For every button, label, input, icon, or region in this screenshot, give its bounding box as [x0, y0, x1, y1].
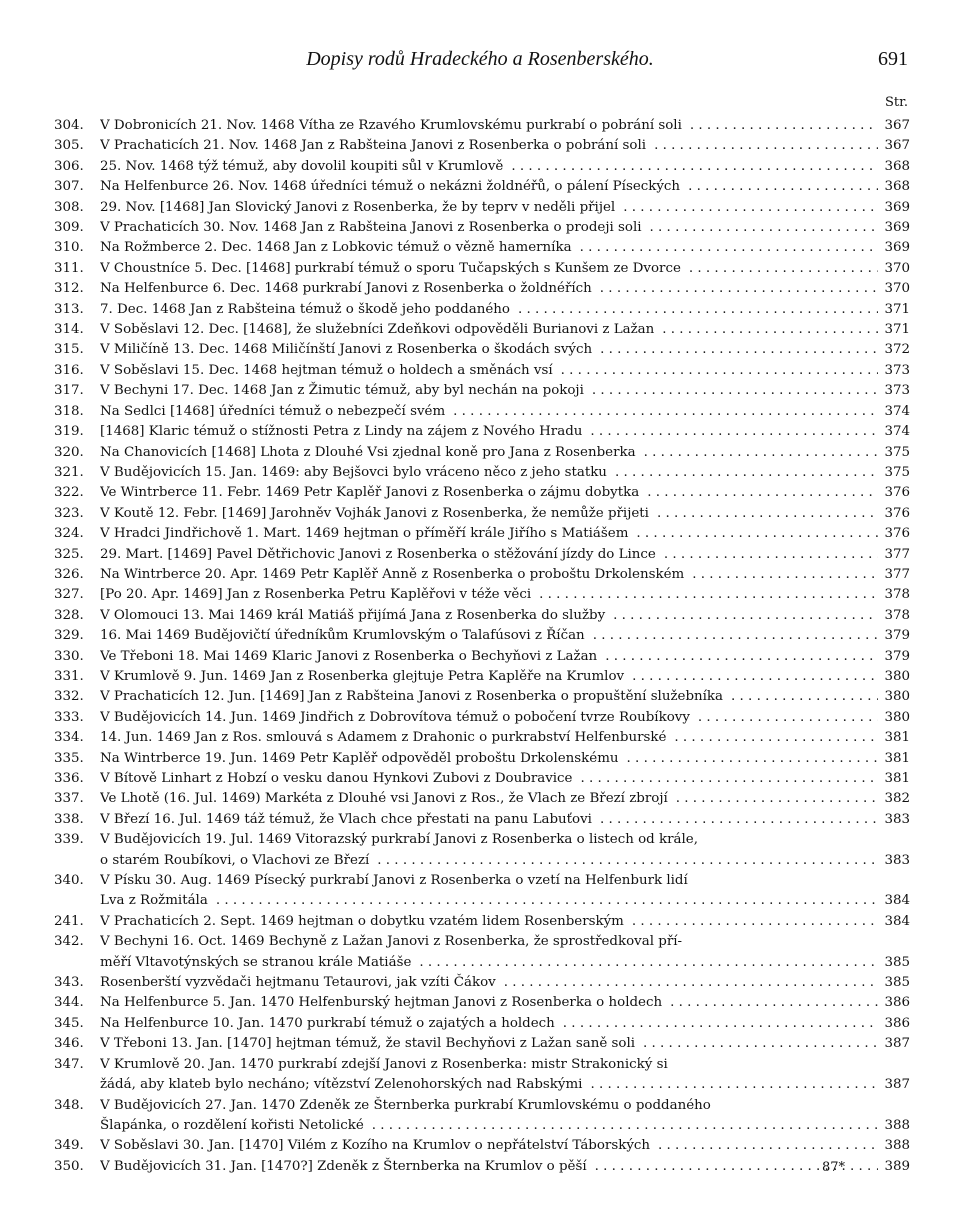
entry-number: 347. [54, 1056, 84, 1072]
entry-number: 316. [54, 362, 84, 378]
entry-text [100, 932, 878, 973]
entry-text: Na Helfenburce 26. Nov. 1468 úředníci témuž o nekázni žoldnéřů, o pálení Píseckých . . . [100, 177, 878, 197]
toc-entry [54, 871, 910, 912]
toc-entry [54, 912, 910, 932]
entry-number: 317. [54, 383, 84, 399]
entry-page: 374 [884, 424, 910, 440]
entry-text [100, 830, 878, 871]
entry-page: 385 [884, 975, 910, 991]
entry-page: 388 [884, 1117, 910, 1133]
entry-page: 380 [884, 709, 910, 725]
entry-line: V Budějovicích 19. Jul. 1469 Vitorazský purkrabí Janovi z Rosenberka o listech od krále, [100, 830, 878, 850]
entry-line: o starém Roubíkovi, o Vlachovi ze Březí . . . [100, 851, 878, 871]
entry-page: 371 [884, 322, 910, 338]
entry-page: 377 [884, 546, 910, 562]
entry-text: V Choustníce 5. Dec. [1468] purkrabí témuž o sporu Tučapských s Kunšem ze Dvorce . . . [100, 259, 878, 279]
entry-page: 387 [884, 1077, 910, 1093]
entry-page: 370 [884, 260, 910, 276]
toc-entry [54, 708, 910, 728]
entry-text: Rosenberští vyzvědači hejtmanu Tetaurovi, jak vzíti Čákov . . . [100, 973, 878, 993]
entry-number: 327. [54, 587, 84, 603]
entry-number: 335. [54, 750, 84, 766]
entry-page: 376 [884, 505, 910, 521]
entry-page: 367 [884, 118, 910, 133]
entry-number: 345. [54, 1015, 84, 1031]
entry-number: 313. [54, 301, 84, 317]
entry-text: [Po 20. Apr. 1469] Jan z Rosenberka Petru Kaplěřovi v téže věci . . . [100, 585, 878, 605]
toc-entry [54, 238, 910, 258]
entry-text: V Hradci Jindřichově 1. Mart. 1469 hejtman o příměří krále Jiřího s Matiášem . . . [100, 524, 878, 544]
entry-text: V Prachaticích 30. Nov. 1468 Jan z Rabšteina Janovi z Rosenberka o prodeji soli . . . [100, 218, 878, 238]
entry-text: Ve Třeboni 18. Mai 1469 Klaric Janovi z Rosenberka o Bechyňovi z Lažan . . . [100, 647, 878, 667]
entry-number: 311. [54, 260, 84, 276]
entry-number: 338. [54, 811, 84, 827]
toc-entry [54, 198, 910, 218]
entry-page: 379 [884, 628, 910, 644]
entry-text: 29. Mart. [1469] Pavel Dětřichovic Janovi z Rosenberka o stěžování jízdy do Lince . . . [100, 545, 878, 565]
toc-entry [54, 626, 910, 646]
entry-line: V Krumlově 20. Jan. 1470 purkrabí zdejší Janovi z Rosenberka: mistr Strakonický si [100, 1055, 878, 1075]
entry-text: [1468] Klaric témuž o stížnosti Petra z Lindy na zájem z Nového Hradu . . . [100, 422, 878, 442]
toc-entry [54, 545, 910, 565]
entry-text: 25. Nov. 1468 týž témuž, aby dovolil koupiti sůl v Krumlově . . . [100, 157, 878, 177]
entry-number: 322. [54, 485, 84, 501]
entry-page: 370 [884, 281, 910, 297]
entry-page: 378 [884, 607, 910, 623]
entry-line: Šlapánka, o rozdělení kořisti Netolické . . . [100, 1116, 878, 1136]
page-column-heading: Str. [884, 95, 908, 110]
toc-entry [54, 1136, 910, 1156]
entry-number: 342. [54, 934, 84, 950]
entry-text: Na Sedlci [1468] úředníci témuž o nebezpečí svém . . . [100, 402, 878, 422]
entry-text: Na Rožmberce 2. Dec. 1468 Jan z Lobkovic témuž o vězně hamerníka . . . [100, 238, 878, 258]
entry-number: 339. [54, 832, 84, 848]
entry-text: V Budějovicích 15. Jan. 1469: aby Bejšovci bylo vráceno něco z jeho statku . . . [100, 463, 878, 483]
entry-number: 308. [54, 199, 84, 215]
page-number: 691 [878, 48, 908, 70]
entry-number: 312. [54, 281, 84, 297]
entry-page: 385 [884, 954, 910, 970]
entry-text: Ve Lhotě (16. Jul. 1469) Markéta z Dlouhé vsi Janovi z Ros., že Vlach ze Březí zbrojí . . . [100, 789, 878, 809]
entry-number: 349. [54, 1138, 84, 1154]
entry-number: 334. [54, 730, 84, 746]
entry-page: 376 [884, 485, 910, 501]
toc-entry [54, 789, 910, 809]
entry-page: 368 [884, 179, 910, 195]
entry-page: 371 [884, 301, 910, 317]
entry-page: 387 [884, 1036, 910, 1052]
entry-page: 383 [884, 811, 910, 827]
entry-text [100, 1096, 878, 1137]
entry-page: 377 [884, 566, 910, 582]
entry-text: V Dobronicích 21. Nov. 1468 Vítha ze Rzavého Krumlovskému purkrabí o pobrání soli . . . [100, 116, 878, 136]
toc-entry [54, 443, 910, 463]
toc-entry [54, 177, 910, 197]
entry-text: V Bítově Linhart z Hobzí o vesku danou Hynkovi Zubovi z Doubravice . . . [100, 769, 878, 789]
toc-entry [54, 606, 910, 626]
toc-entry [54, 830, 910, 871]
toc-entry [54, 361, 910, 381]
entry-text: V Koutě 12. Febr. [1469] Jarohněv Vojhák Janovi z Rosenberka, že nemůže přijeti . . . [100, 504, 878, 524]
toc-entry [54, 667, 910, 687]
entry-number: 336. [54, 771, 84, 786]
entry-text: V Krumlově 9. Jun. 1469 Jan z Rosenberka glejtuje Petra Kaplěře na Krumlov . . . [100, 667, 878, 687]
entry-number: 309. [54, 220, 84, 236]
entry-page: 384 [884, 913, 910, 929]
toc-entry [54, 483, 910, 503]
toc-entry [54, 728, 910, 748]
entry-page: 373 [884, 383, 910, 399]
entry-number: 337. [54, 791, 84, 807]
entry-number: 307. [54, 179, 84, 195]
entry-number: 323. [54, 505, 84, 521]
entry-text: 29. Nov. [1468] Jan Slovický Janovi z Rosenberka, že by teprv v neděli přijel . . . [100, 198, 878, 218]
entry-page: 375 [884, 464, 910, 480]
table-of-contents [54, 116, 910, 1177]
entry-page: 369 [884, 220, 910, 236]
toc-entry [54, 1157, 910, 1177]
entry-number: 321. [54, 464, 84, 480]
entry-text: Na Helfenburce 5. Jan. 1470 Helfenburský hejtman Janovi z Rosenberka o holdech . . . [100, 993, 878, 1013]
toc-entry [54, 524, 910, 544]
toc-entry [54, 340, 910, 360]
entry-page: 375 [884, 444, 910, 460]
entry-text: V Budějovicích 14. Jun. 1469 Jindřich z Dobrovítova témuž o pobočení tvrze Roubíkovy . . . [100, 708, 878, 728]
entry-page: 381 [884, 730, 910, 746]
entry-page: 380 [884, 668, 910, 684]
entry-number: 315. [54, 342, 84, 358]
running-title: Dopisy rodů Hradeckého a Rosenberského. [306, 48, 654, 70]
toc-entry [54, 993, 910, 1013]
entry-page: 367 [884, 138, 910, 154]
entry-text [100, 871, 878, 912]
entry-page: 374 [884, 403, 910, 419]
entry-text: V Bechyni 17. Dec. 1468 Jan z Žimutic témuž, aby byl nechán na pokoji . . . [100, 381, 878, 401]
entry-number: 330. [54, 648, 84, 664]
entry-number: 241. [54, 913, 84, 929]
entry-text: 14. Jun. 1469 Jan z Ros. smlouvá s Adamem z Drahonic o purkrabství Helfenburské . . . [100, 728, 878, 748]
entry-text: Ve Wintrberce 11. Febr. 1469 Petr Kaplěř Janovi z Rosenberka o zájmu dobytka . . . [100, 483, 878, 503]
entry-number: 329. [54, 628, 84, 644]
toc-entry [54, 116, 910, 136]
toc-entry [54, 769, 910, 789]
entry-number: 304. [54, 118, 84, 133]
entry-page: 378 [884, 587, 910, 603]
toc-entry [54, 463, 910, 483]
entry-number: 344. [54, 995, 84, 1011]
toc-entry [54, 565, 910, 585]
toc-entry [54, 402, 910, 422]
entry-page: 386 [884, 995, 910, 1011]
toc-entry [54, 749, 910, 769]
entry-number: 310. [54, 240, 84, 256]
entry-page: 379 [884, 648, 910, 664]
toc-entry [54, 422, 910, 442]
entry-line: V Budějovicích 27. Jan. 1470 Zdeněk ze Šternberka purkrabí Krumlovskému o poddaného [100, 1096, 878, 1116]
entry-number: 348. [54, 1097, 84, 1113]
entry-page: 369 [884, 240, 910, 256]
entry-text: V Prachaticích 12. Jun. [1469] Jan z Rabšteina Janovi z Rosenberka o propuštění služebníka . . . [100, 687, 878, 707]
entry-number: 343. [54, 975, 84, 991]
entry-number: 333. [54, 709, 84, 725]
toc-entry [54, 381, 910, 401]
page-header [0, 44, 960, 74]
entry-text: 7. Dec. 1468 Jan z Rabšteina témuž o škodě jeho poddaného . . . [100, 300, 878, 320]
entry-page: 373 [884, 362, 910, 378]
toc-entry [54, 259, 910, 279]
entry-text: V Třeboni 13. Jan. [1470] hejtman témuž, že stavil Bechyňovi z Lažan saně soli . . . [100, 1034, 878, 1054]
entry-text: 16. Mai 1469 Budějovičtí úředníkům Krumlovským o Talafúsovi z Říčan . . . [100, 626, 878, 646]
entry-number: 346. [54, 1036, 84, 1052]
entry-page: 382 [884, 791, 910, 807]
entry-page: 383 [884, 852, 910, 868]
entry-number: 320. [54, 444, 84, 460]
entry-number: 331. [54, 668, 84, 684]
entry-number: 318. [54, 403, 84, 419]
toc-entry [54, 1055, 910, 1096]
entry-text: Na Wintrberce 19. Jun. 1469 Petr Kaplěř odpověděl proboštu Drkolenskému . . . [100, 749, 878, 769]
entry-text: V Soběslavi 15. Dec. 1468 hejtman témuž o holdech a směnách vsí . . . [100, 361, 878, 381]
toc-entry [54, 279, 910, 299]
entry-text: V Prachaticích 2. Sept. 1469 hejtman o dobytku vzatém lidem Rosenberským . . . [100, 912, 878, 932]
entry-number: 325. [54, 546, 84, 562]
entry-text: V Miličíně 13. Dec. 1468 Miličínští Janovi z Rosenberka o škodách svých . . . [100, 340, 878, 360]
signature-mark: 87* [822, 1160, 846, 1175]
entry-line: V Písku 30. Aug. 1469 Písecký purkrabí Janovi z Rosenberka o vzetí na Helfenburk lidí [100, 871, 878, 891]
entry-number: 324. [54, 526, 84, 542]
toc-entry [54, 1014, 910, 1034]
entry-number: 350. [54, 1158, 84, 1174]
entry-line: žádá, aby klateb bylo necháno; vítězství Zelenohorských nad Rabskými . . . [100, 1075, 878, 1095]
toc-entry [54, 504, 910, 524]
entry-text: V Olomouci 13. Mai 1469 král Matiáš přijímá Jana z Rosenberka do služby . . . [100, 606, 878, 626]
entry-page: 384 [884, 893, 910, 909]
toc-entry [54, 973, 910, 993]
entry-number: 314. [54, 322, 84, 338]
toc-entry [54, 157, 910, 177]
toc-entry [54, 320, 910, 340]
toc-entry [54, 932, 910, 973]
entry-text: Na Chanovicích [1468] Lhota z Dlouhé Vsi zjednal koně pro Jana z Rosenberka . . . [100, 443, 878, 463]
entry-text: V Soběslavi 12. Dec. [1468], že služebníci Zdeňkovi odpověděli Burianovi z Lažan . . . [100, 320, 878, 340]
entry-number: 328. [54, 607, 84, 623]
entry-line: měří Vltavotýnských se stranou krále Matiáše . . . [100, 953, 878, 973]
entry-number: 332. [54, 689, 84, 705]
entry-number: 306. [54, 158, 84, 174]
entry-page: 369 [884, 199, 910, 215]
entry-page: 380 [884, 689, 910, 705]
entry-page: 388 [884, 1138, 910, 1154]
entry-text: V Prachaticích 21. Nov. 1468 Jan z Rabšteina Janovi z Rosenberka o pobrání soli . . . [100, 136, 878, 156]
entry-text [100, 1055, 878, 1096]
entry-number: 305. [54, 138, 84, 154]
toc-entry [54, 1096, 910, 1137]
entry-page: 389 [884, 1158, 910, 1174]
toc-entry [54, 810, 910, 830]
entry-text: V Budějovicích 31. Jan. [1470?] Zdeněk z Šternberka na Krumlov o pěší . . . [100, 1157, 878, 1177]
entry-number: 326. [54, 566, 84, 582]
entry-page: 381 [884, 750, 910, 766]
toc-entry [54, 585, 910, 605]
entry-page: 381 [884, 771, 910, 786]
entry-page: 368 [884, 158, 910, 174]
toc-entry [54, 1034, 910, 1054]
toc-entry [54, 136, 910, 156]
entry-page: 386 [884, 1015, 910, 1031]
entry-text: Na Helfenburce 10. Jan. 1470 purkrabí témuž o zajatých a holdech . . . [100, 1014, 878, 1034]
entry-text: Na Wintrberce 20. Apr. 1469 Petr Kaplěř Anně z Rosenberka o proboštu Drkolenském . . . [100, 565, 878, 585]
entry-number: 319. [54, 424, 84, 440]
entry-page: 376 [884, 526, 910, 542]
entry-line: V Bechyni 16. Oct. 1469 Bechyně z Lažan Janovi z Rosenberka, že sprostředkoval pří- [100, 932, 878, 952]
entry-line: Lva z Rožmitála . . . [100, 891, 878, 911]
toc-entry [54, 300, 910, 320]
toc-entry [54, 647, 910, 667]
entry-number: 340. [54, 873, 84, 889]
entry-text: Na Helfenburce 6. Dec. 1468 purkrabí Janovi z Rosenberka o žoldnéřích . . . [100, 279, 878, 299]
entry-text: V Soběslavi 30. Jan. [1470] Vilém z Kozího na Krumlov o nepřátelství Táborských . . . [100, 1136, 878, 1156]
toc-entry [54, 218, 910, 238]
toc-entry [54, 687, 910, 707]
entry-page: 372 [884, 342, 910, 358]
entry-text: V Březí 16. Jul. 1469 táž témuž, že Vlach chce přestati na panu Labuťovi . . . [100, 810, 878, 830]
